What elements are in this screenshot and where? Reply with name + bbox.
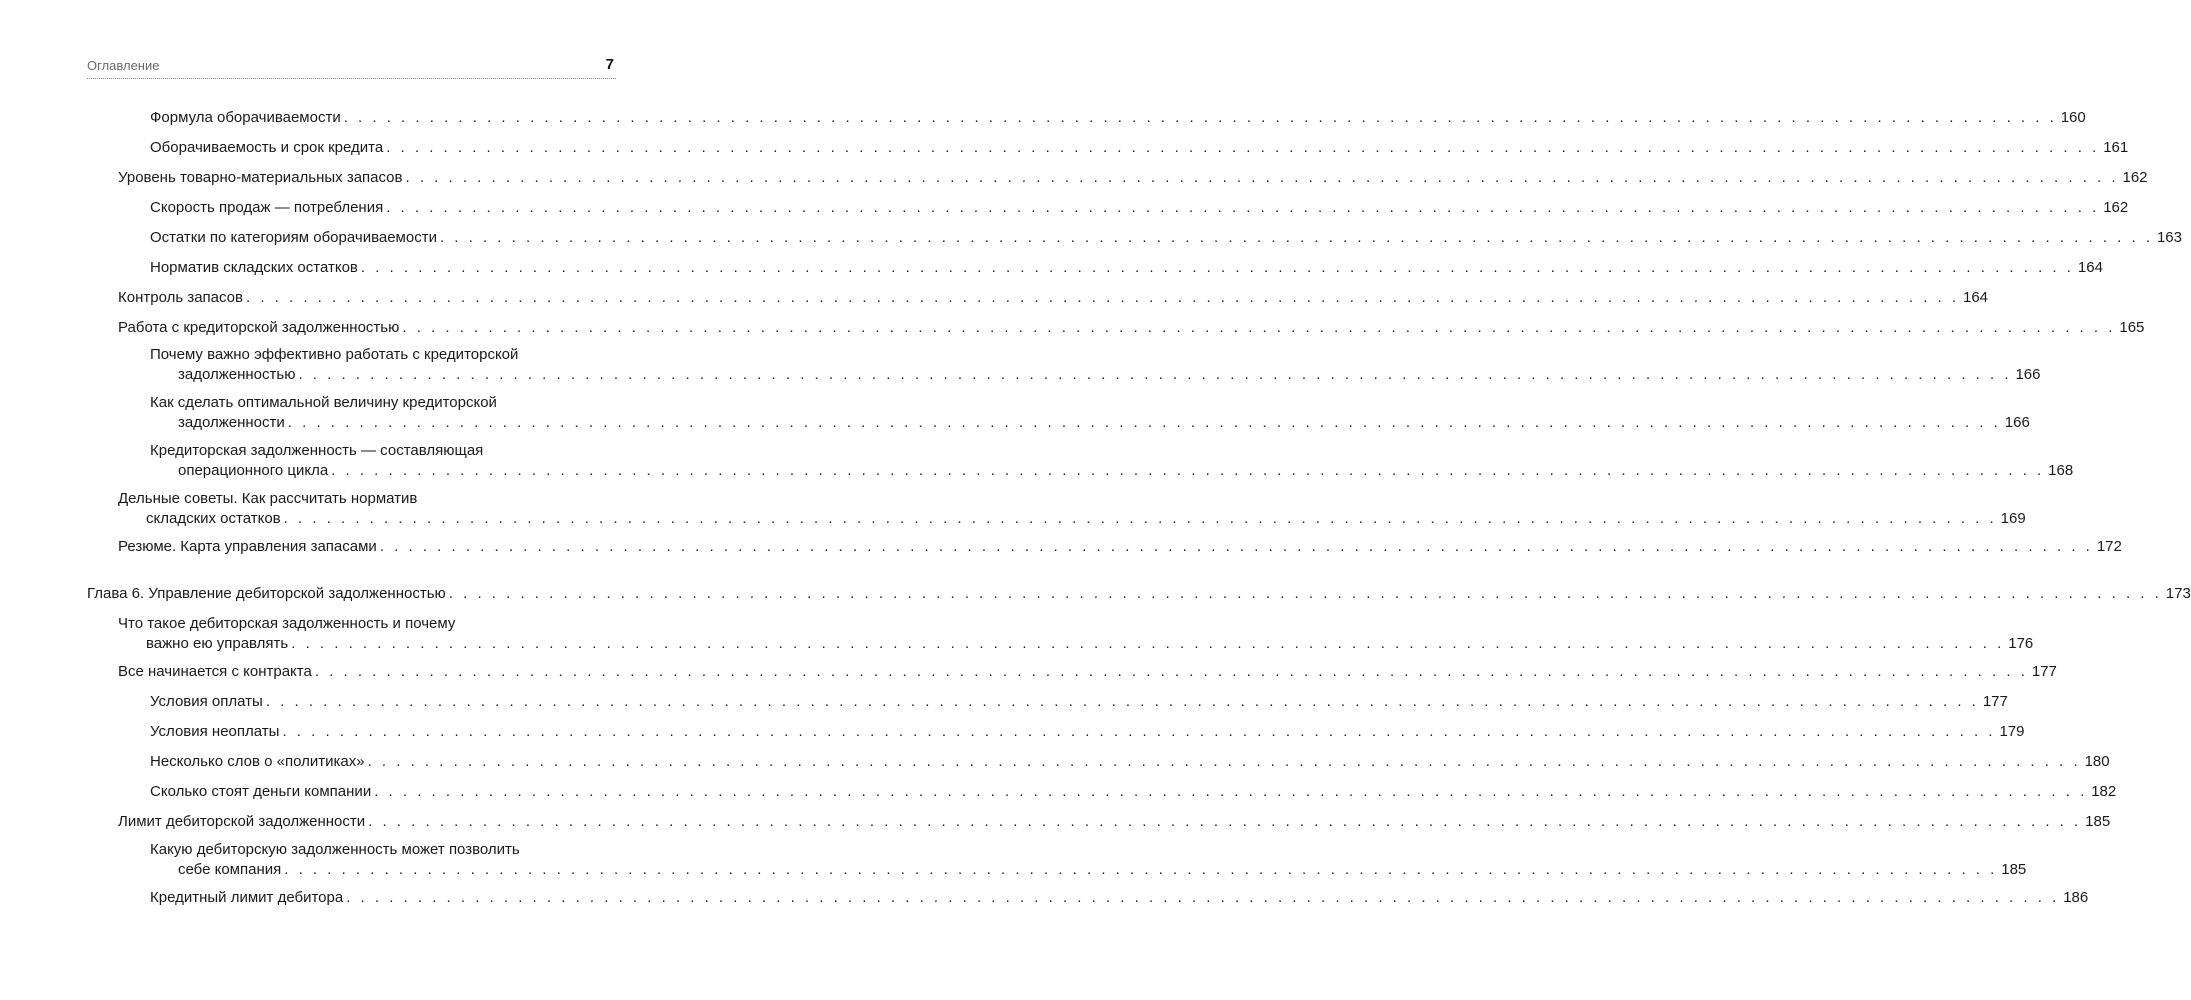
toc-entry[interactable] xyxy=(87,584,2191,604)
dot-leader: . . . . . . . . . . . . . . . . . . . . . . . . . . . . . . . . . . . . . . . . . . . . . . . . . . . . . . . . . . . . . . . . . . . . . . . . . . . . . . . . . . . . . . . . . . . . . . . . . . . . . . . . . . . . . . . . . . . . . . . . xyxy=(379,538,2093,555)
dot-leader: . . . . . . . . . . . . . . . . . . . . . . . . . . . . . . . . . . . . . . . . . . . . . . . . . . . . . . . . . . . . . . . . . . . . . . . . . . . . . . . . . . . . . . . . . . . . . . . . . . . . . . . . . . . . . . . . . . . . . . . . xyxy=(284,861,1998,878)
toc-entry[interactable] xyxy=(118,662,2057,682)
dot-leader: . . . . . . . . . . . . . . . . . . . . . . . . . . . . . . . . . . . . . . . . . . . . . . . . . . . . . . . . . . . . . . . . . . . . . . . . . . . . . . . . . . . . . . . . . . . . . . . . . . . . . . . . . . . . . . . . . . . . . . . . xyxy=(287,414,2001,431)
toc-entry-page: 164 xyxy=(2077,259,2103,276)
toc-entry-title-line: Какую дебиторскую задолженность может позволить xyxy=(150,841,520,858)
toc-entry[interactable] xyxy=(150,782,2117,802)
toc-entry[interactable] xyxy=(118,537,2122,557)
toc-entry[interactable] xyxy=(118,318,2145,338)
toc-entry[interactable] xyxy=(150,888,2089,908)
toc-entry[interactable] xyxy=(150,393,2030,433)
dot-leader: . . . . . . . . . . . . . . . . . . . . . . . . . . . . . . . . . . . . . . . . . . . . . . . . . . . . . . . . . . . . . . . . . . . . . . . . . . . . . . . . . . . . . . . . . . . . . . . . . . . . . . . . . . . . . . . . . . . . . . . . xyxy=(291,635,2005,652)
toc-entry-title: Скорость продаж — потребления xyxy=(150,199,384,216)
toc-entry-page: 185 xyxy=(2085,813,2111,830)
toc-entry-page: 177 xyxy=(1982,693,2008,710)
toc-entry-page: 169 xyxy=(2000,510,2026,527)
dot-leader: . . . . . . . . . . . . . . . . . . . . . . . . . . . . . . . . . . . . . . . . . . . . . . . . . . . . . . . . . . . . . . . . . . . . . . . . . . . . . . . . . . . . . . . . . . . . . . . . . . . . . . . . . . . . . . . . . . . . . . . . xyxy=(386,199,2100,216)
dot-leader: . . . . . . . . . . . . . . . . . . . . . . . . . . . . . . . . . . . . . . . . . . . . . . . . . . . . . . . . . . . . . . . . . . . . . . . . . . . . . . . . . . . . . . . . . . . . . . . . . . . . . . . . . . . . . . . . . . . . . . . . xyxy=(246,289,1960,306)
toc-entry-page: 176 xyxy=(2008,635,2034,652)
toc-entry-page: 172 xyxy=(2096,538,2122,555)
toc-entry-title: складских остатков xyxy=(146,510,281,527)
toc-entry-page: 185 xyxy=(2001,861,2027,878)
toc-entry-title: себе компания xyxy=(178,861,282,878)
toc-entry[interactable] xyxy=(150,722,2025,742)
toc-entry-title: задолженности xyxy=(178,414,285,431)
toc-entry-page: 163 xyxy=(2156,229,2182,246)
toc-entry[interactable] xyxy=(118,489,2026,529)
toc-entry-title: Кредитный лимит дебитора xyxy=(150,889,344,906)
toc-entry-title: Оборачиваемость и срок кредита xyxy=(150,139,384,156)
toc-entry-title-line: Что такое дебиторская задолженность и почему xyxy=(118,615,456,632)
toc-entry-page: 173 xyxy=(2165,585,2191,602)
toc-entry-page: 166 xyxy=(2004,414,2030,431)
toc-entry[interactable] xyxy=(150,228,2182,248)
dot-leader: . . . . . . . . . . . . . . . . . . . . . . . . . . . . . . . . . . . . . . . . . . . . . . . . . . . . . . . . . . . . . . . . . . . . . . . . . . . . . . . . . . . . . . . . . . . . . . . . . . . . . . . . . . . . . . . . . . . . . . . . xyxy=(386,139,2100,156)
toc-entry[interactable] xyxy=(150,108,2086,128)
page-number: 7 xyxy=(605,56,614,73)
toc-entry-page: 168 xyxy=(2048,462,2074,479)
toc-entry-page: 161 xyxy=(2103,139,2129,156)
toc-entry-page: 180 xyxy=(2084,753,2110,770)
dot-leader: . . . . . . . . . . . . . . . . . . . . . . . . . . . . . . . . . . . . . . . . . . . . . . . . . . . . . . . . . . . . . . . . . . . . . . . . . . . . . . . . . . . . . . . . . . . . . . . . . . . . . . . . . . . . . . . . . . . . . . . . xyxy=(402,319,2116,336)
toc-entry[interactable] xyxy=(150,345,2041,385)
toc-entry-title-line: Как сделать оптимальной величину кредиторской xyxy=(150,394,497,411)
dot-leader: . . . . . . . . . . . . . . . . . . . . . . . . . . . . . . . . . . . . . . . . . . . . . . . . . . . . . . . . . . . . . . . . . . . . . . . . . . . . . . . . . . . . . . . . . . . . . . . . . . . . . . . . . . . . . . . . . . . . . . . . xyxy=(343,109,2057,126)
toc-entry[interactable] xyxy=(150,840,2027,880)
toc-entry-page: 177 xyxy=(2031,663,2057,680)
dot-leader: . . . . . . . . . . . . . . . . . . . . . . . . . . . . . . . . . . . . . . . . . . . . . . . . . . . . . . . . . . . . . . . . . . . . . . . . . . . . . . . . . . . . . . . . . . . . . . . . . . . . . . . . . . . . . . . . . . . . . . . . xyxy=(360,259,2074,276)
toc-entry[interactable] xyxy=(150,258,2103,278)
dot-leader: . . . . . . . . . . . . . . . . . . . . . . . . . . . . . . . . . . . . . . . . . . . . . . . . . . . . . . . . . . . . . . . . . . . . . . . . . . . . . . . . . . . . . . . . . . . . . . . . . . . . . . . . . . . . . . . . . . . . . . . . xyxy=(439,229,2153,246)
toc-entry-page: 160 xyxy=(2060,109,2086,126)
toc-entry[interactable] xyxy=(150,198,2129,218)
toc-entry-page: 186 xyxy=(2063,889,2089,906)
toc-entry-title: Работа с кредиторской задолженностью xyxy=(118,319,400,336)
toc-entry[interactable] xyxy=(150,752,2110,772)
toc-entry-page: 182 xyxy=(2091,783,2117,800)
toc-entry-title: важно ею управлять xyxy=(146,635,289,652)
toc-entry[interactable] xyxy=(150,138,2129,158)
dot-leader: . . . . . . . . . . . . . . . . . . . . . . . . . . . . . . . . . . . . . . . . . . . . . . . . . . . . . . . . . . . . . . . . . . . . . . . . . . . . . . . . . . . . . . . . . . . . . . . . . . . . . . . . . . . . . . . . . . . . . . . . xyxy=(282,723,1996,740)
toc-entry-title-line: Почему важно эффективно работать с кредиторской xyxy=(150,346,519,363)
toc-entry-title: Сколько стоят деньги компании xyxy=(150,783,372,800)
toc-entry-title-line: Дельные советы. Как рассчитать норматив xyxy=(118,490,418,507)
toc-entry-title-line: Кредиторская задолженность — составляющая xyxy=(150,442,484,459)
toc-entry-page: 165 xyxy=(2119,319,2145,336)
toc-entry-page: 179 xyxy=(1999,723,2025,740)
toc-entry-title: Норматив складских остатков xyxy=(150,259,358,276)
toc-entry[interactable] xyxy=(118,168,2148,188)
toc-entry-title: задолженностью xyxy=(178,366,296,383)
dot-leader: . . . . . . . . . . . . . . . . . . . . . . . . . . . . . . . . . . . . . . . . . . . . . . . . . . . . . . . . . . . . . . . . . . . . . . . . . . . . . . . . . . . . . . . . . . . . . . . . . . . . . . . . . . . . . . . . . . . . . . . . xyxy=(367,753,2081,770)
toc-entry-title: Уровень товарно-материальных запасов xyxy=(118,169,403,186)
toc-entry-page: 164 xyxy=(1963,289,1989,306)
dot-leader: . . . . . . . . . . . . . . . . . . . . . . . . . . . . . . . . . . . . . . . . . . . . . . . . . . . . . . . . . . . . . . . . . . . . . . . . . . . . . . . . . . . . . . . . . . . . . . . . . . . . . . . . . . . . . . . . . . . . . . . . xyxy=(448,585,2162,602)
toc-entry-page: 162 xyxy=(2103,199,2129,216)
toc-entry-title: Контроль запасов xyxy=(118,289,243,306)
toc-entry-title: Остатки по категориям оборачиваемости xyxy=(150,229,437,246)
dot-leader: . . . . . . . . . . . . . . . . . . . . . . . . . . . . . . . . . . . . . . . . . . . . . . . . . . . . . . . . . . . . . . . . . . . . . . . . . . . . . . . . . . . . . . . . . . . . . . . . . . . . . . . . . . . . . . . . . . . . . . . . xyxy=(368,813,2082,830)
toc-entry[interactable] xyxy=(118,614,2034,654)
toc-entry[interactable] xyxy=(150,692,2008,712)
header-title: Оглавление xyxy=(87,58,160,73)
toc-entry-title: Условия неоплаты xyxy=(150,723,280,740)
toc-entry[interactable] xyxy=(118,288,1989,308)
dot-leader: . . . . . . . . . . . . . . . . . . . . . . . . . . . . . . . . . . . . . . . . . . . . . . . . . . . . . . . . . . . . . . . . . . . . . . . . . . . . . . . . . . . . . . . . . . . . . . . . . . . . . . . . . . . . . . . . . . . . . . . . xyxy=(298,366,2012,383)
dot-leader: . . . . . . . . . . . . . . . . . . . . . . . . . . . . . . . . . . . . . . . . . . . . . . . . . . . . . . . . . . . . . . . . . . . . . . . . . . . . . . . . . . . . . . . . . . . . . . . . . . . . . . . . . . . . . . . . . . . . . . . . xyxy=(405,169,2119,186)
running-header xyxy=(87,56,616,79)
toc-entry[interactable] xyxy=(118,812,2111,832)
toc-entry-title: Лимит дебиторской задолженности xyxy=(118,813,366,830)
dot-leader: . . . . . . . . . . . . . . . . . . . . . . . . . . . . . . . . . . . . . . . . . . . . . . . . . . . . . . . . . . . . . . . . . . . . . . . . . . . . . . . . . . . . . . . . . . . . . . . . . . . . . . . . . . . . . . . . . . . . . . . . xyxy=(314,663,2028,680)
dot-leader: . . . . . . . . . . . . . . . . . . . . . . . . . . . . . . . . . . . . . . . . . . . . . . . . . . . . . . . . . . . . . . . . . . . . . . . . . . . . . . . . . . . . . . . . . . . . . . . . . . . . . . . . . . . . . . . . . . . . . . . . xyxy=(331,462,2045,479)
dot-leader: . . . . . . . . . . . . . . . . . . . . . . . . . . . . . . . . . . . . . . . . . . . . . . . . . . . . . . . . . . . . . . . . . . . . . . . . . . . . . . . . . . . . . . . . . . . . . . . . . . . . . . . . . . . . . . . . . . . . . . . . xyxy=(283,510,1997,527)
toc-entry-page: 166 xyxy=(2015,366,2041,383)
toc-entry-title: Несколько слов о «политиках» xyxy=(150,753,365,770)
toc-entry-page: 162 xyxy=(2122,169,2148,186)
dot-leader: . . . . . . . . . . . . . . . . . . . . . . . . . . . . . . . . . . . . . . . . . . . . . . . . . . . . . . . . . . . . . . . . . . . . . . . . . . . . . . . . . . . . . . . . . . . . . . . . . . . . . . . . . . . . . . . . . . . . . . . . xyxy=(346,889,2060,906)
toc-entry-title: Формула оборачиваемости xyxy=(150,109,341,126)
toc-entry-title: Глава 6. Управление дебиторской задолженностью xyxy=(87,585,446,602)
toc-entry-title: Резюме. Карта управления запасами xyxy=(118,538,377,555)
toc-entry-title: операционного цикла xyxy=(178,462,329,479)
toc-entry-title: Условия оплаты xyxy=(150,693,263,710)
toc-entry[interactable] xyxy=(150,441,2074,481)
dot-leader: . . . . . . . . . . . . . . . . . . . . . . . . . . . . . . . . . . . . . . . . . . . . . . . . . . . . . . . . . . . . . . . . . . . . . . . . . . . . . . . . . . . . . . . . . . . . . . . . . . . . . . . . . . . . . . . . . . . . . . . . xyxy=(374,783,2088,800)
dot-leader: . . . . . . . . . . . . . . . . . . . . . . . . . . . . . . . . . . . . . . . . . . . . . . . . . . . . . . . . . . . . . . . . . . . . . . . . . . . . . . . . . . . . . . . . . . . . . . . . . . . . . . . . . . . . . . . . . . . . . . . . xyxy=(265,693,1979,710)
toc-entry-title: Все начинается с контракта xyxy=(118,663,312,680)
